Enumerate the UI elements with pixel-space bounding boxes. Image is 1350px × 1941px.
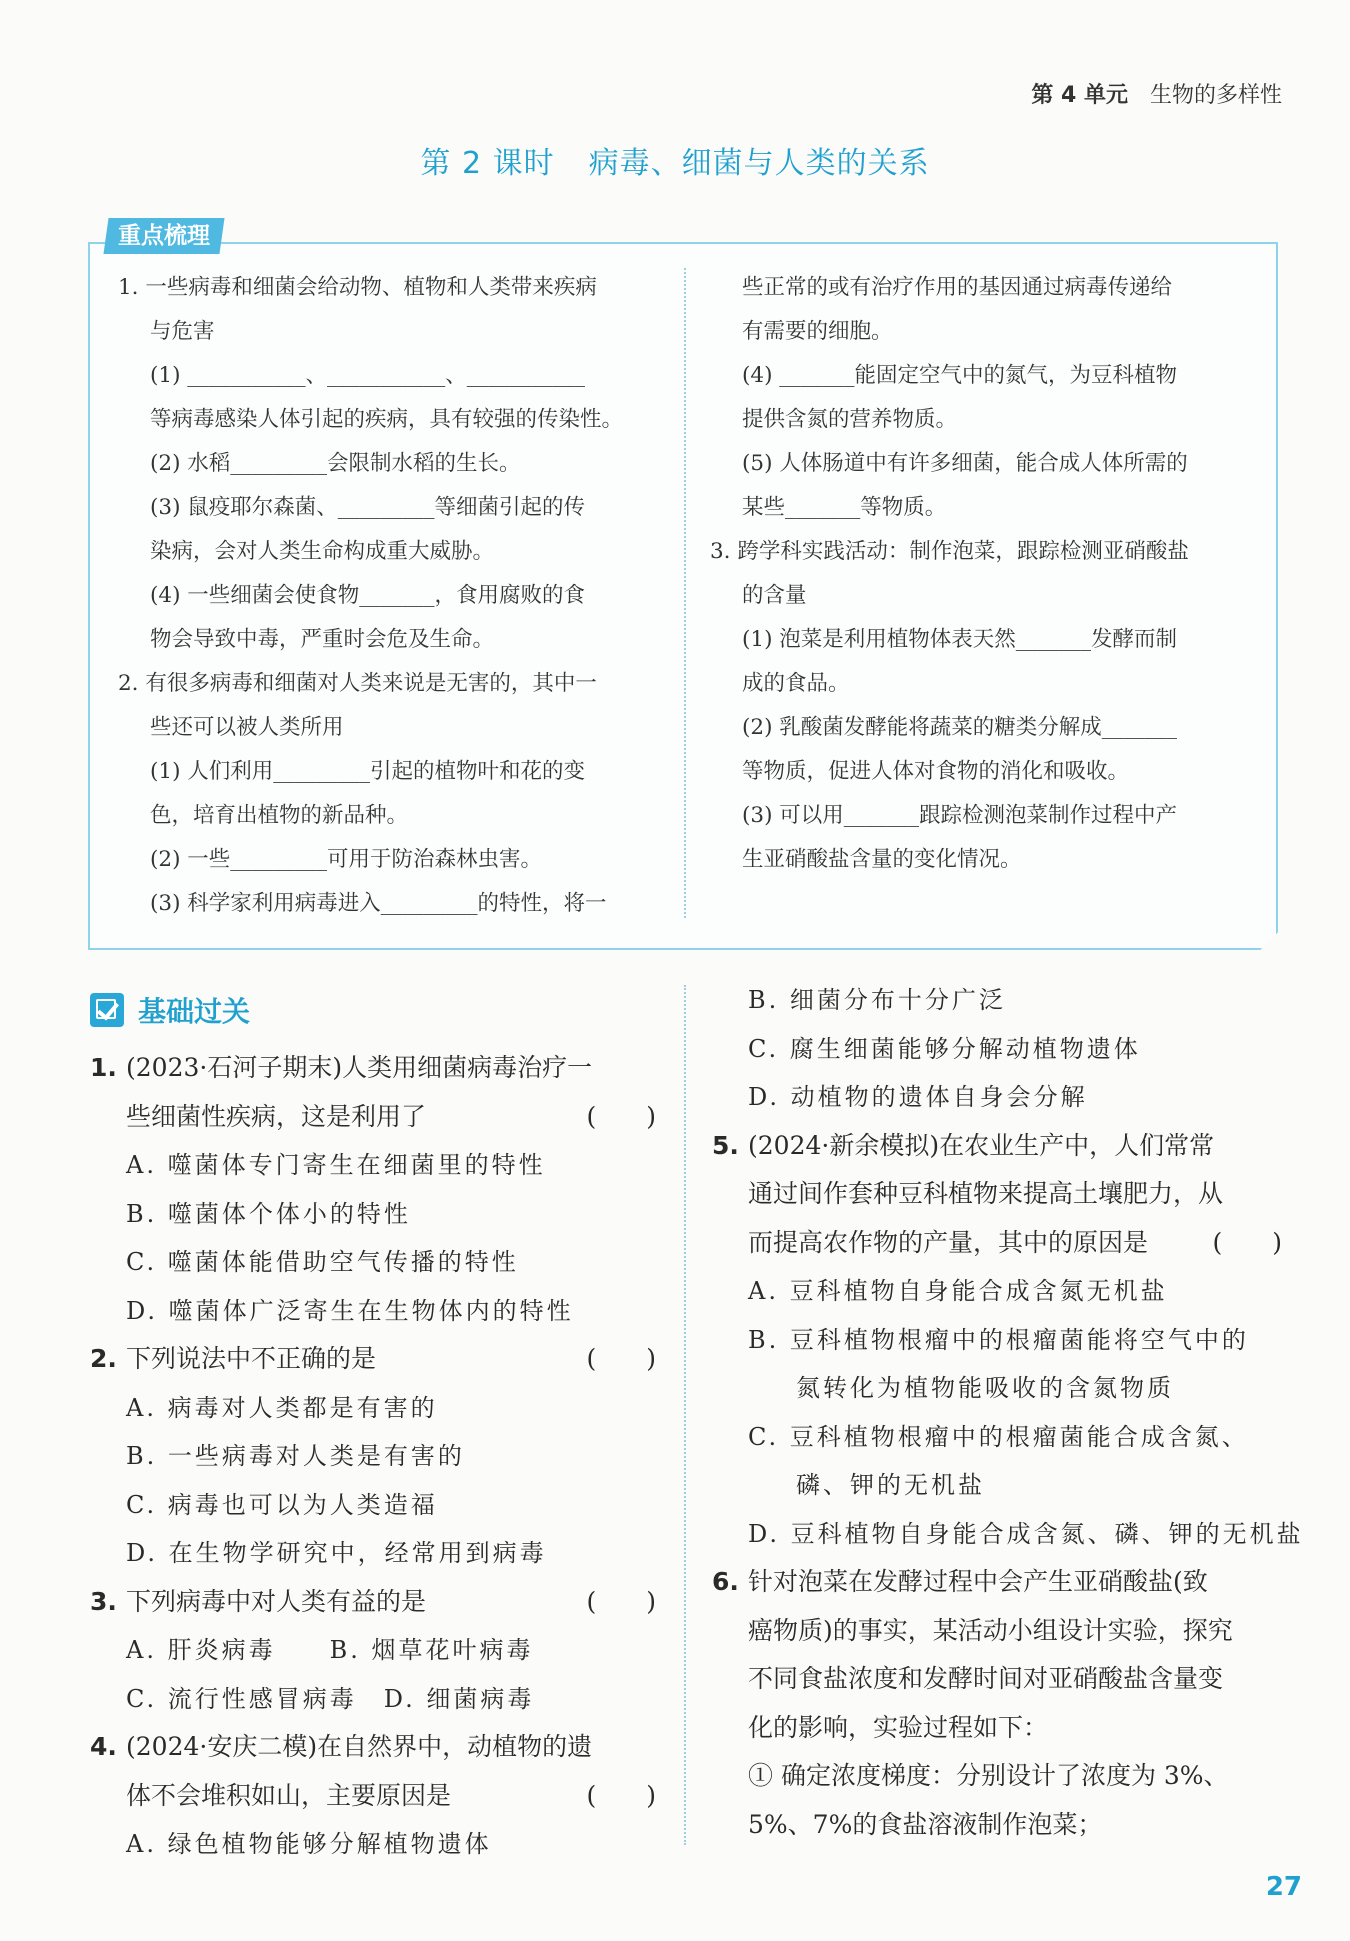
option-text: D. 噬菌体广泛寄生在生物体内的特性 (126, 1296, 574, 1325)
question-text-line (90, 1772, 656, 1821)
review-line: 物会导致中毒，严重时会危及生命。 (150, 627, 495, 652)
review-right-column (710, 266, 1260, 882)
review-line: 染病，会对人类生命构成重大威胁。 (150, 539, 495, 564)
option-text: C. 豆科植物根瘤中的根瘤菌能合成含氮、 (748, 1422, 1249, 1451)
review-line: (4) 一些细菌会使食物_______，食用腐败的食 (150, 583, 586, 608)
answer-option (90, 1238, 656, 1287)
answer-option (712, 1267, 1282, 1316)
question-text: 不同食盐浓度和发酵时间对亚硝酸盐含量变 (748, 1664, 1224, 1693)
review-line: (4) _______能固定空气中的氮气，为豆科植物 (742, 363, 1178, 388)
option-text: D. 在生物学研究中，经常用到病毒 (126, 1539, 547, 1567)
option-text: D. 豆科植物自身能合成含氮、磷、钾的无机盐 (748, 1519, 1304, 1548)
option-text: B. 噬菌体个体小的特性 (126, 1199, 411, 1228)
review-line: (2) 乳酸菌发酵能将蔬菜的糖类分解成_______ (742, 715, 1178, 740)
review-line: (5) 人体肠道中有许多细菌，能合成人体所需的 (742, 451, 1188, 476)
question-text: 化的影响，实验过程如下： (748, 1712, 1049, 1742)
question-text: 通过间作套种豆科植物来提高土壤肥力，从 (748, 1179, 1224, 1208)
lesson-number: 第 2 课时 (420, 146, 555, 181)
question-stem (90, 1044, 656, 1093)
option-text: C. 腐生细菌能够分解动植物遗体 (748, 1034, 1141, 1063)
question-number: 6. (712, 1567, 739, 1596)
unit-header (1031, 78, 1282, 109)
question-text: 针对泡菜在发酵过程中会产生亚硝酸盐(致 (748, 1567, 1208, 1596)
review-line: 些还可以被人类所用 (150, 715, 344, 740)
question-text: 下列说法中不正确的是 (126, 1344, 377, 1373)
question-text: 5%、7%的食盐溶液制作泡菜； (748, 1809, 1103, 1839)
question-stem (90, 1578, 656, 1627)
questions-right-column (712, 976, 1304, 1849)
answer-option (712, 1510, 1304, 1559)
questions-column-divider (684, 985, 686, 1845)
review-line: 某些_______等物质。 (742, 495, 947, 520)
question-text-line (90, 1093, 656, 1142)
review-line: 1. 一些病毒和细菌会给动物、植物和人类带来疾病 (118, 275, 597, 300)
option-text: A. 肝炎病毒 B. 烟草花叶病毒 (126, 1636, 534, 1664)
unit-topic: 生物的多样性 (1149, 83, 1282, 108)
question-text: 些细菌性疾病，这是利用了 (126, 1101, 427, 1131)
option-text: 氮转化为植物能吸收的含氮物质 (796, 1374, 1174, 1402)
question-text-line (712, 1655, 1282, 1704)
review-line: 等病毒感染人体引起的疾病，具有较强的传染性。 (150, 407, 624, 432)
questions-left-column (90, 1044, 656, 1869)
section-heading (90, 990, 250, 1030)
review-line: 有需要的细胞。 (742, 319, 893, 344)
key-points-tag: 重点梳理 (103, 218, 224, 254)
answer-option (712, 1364, 1282, 1413)
option-text: A. 病毒对人类都是有害的 (126, 1393, 438, 1422)
review-line: 成的食品。 (742, 671, 850, 696)
question-text-line (712, 1170, 1282, 1219)
unit-number: 第 4 单元 (1031, 83, 1128, 108)
option-text: C. 噬菌体能借助空气传播的特性 (126, 1248, 519, 1276)
question-text: (2024·新余模拟)在农业生产中，人们常常 (748, 1130, 1215, 1160)
option-text: A. 噬菌体专门寄生在细菌里的特性 (126, 1151, 546, 1179)
question-number: 5. (712, 1130, 739, 1160)
question-text-line (712, 1607, 1282, 1656)
review-line: 色，培育出植物的新品种。 (150, 803, 409, 828)
question-text: 体不会堆积如山，主要原因是 (126, 1780, 452, 1810)
question-stem (90, 1723, 656, 1772)
option-text: A. 豆科植物自身能合成含氮无机盐 (748, 1277, 1168, 1305)
answer-option (90, 1481, 656, 1530)
answer-option (90, 1384, 656, 1433)
question-stem (712, 1558, 1282, 1607)
review-line: 等物质，促进人体对食物的消化和吸收。 (742, 759, 1130, 784)
answer-parentheses: ( ) (586, 1344, 656, 1373)
answer-parentheses: ( ) (586, 1101, 656, 1131)
answer-option (712, 976, 1282, 1025)
answer-option (90, 1529, 656, 1578)
answer-parentheses: ( ) (586, 1586, 656, 1616)
option-text: D. 动植物的遗体自身会分解 (748, 1083, 1088, 1111)
answer-option (712, 1413, 1282, 1462)
review-line: (2) 一些_________可用于防治森林虫害。 (150, 847, 543, 872)
section-title: 基础过关 (138, 995, 251, 1028)
question-stem (90, 1335, 656, 1384)
review-line: 与危害 (150, 319, 215, 344)
review-line: (2) 水稻_________会限制水稻的生长。 (150, 451, 521, 476)
question-text: 下列病毒中对人类有益的是 (126, 1586, 427, 1616)
question-text-line (712, 1219, 1282, 1268)
answer-parentheses: ( ) (586, 1780, 656, 1810)
checkbox-icon (90, 993, 124, 1027)
option-text: B. 豆科植物根瘤中的根瘤菌能将空气中的 (748, 1325, 1249, 1354)
answer-option (90, 1287, 656, 1336)
lesson-title (0, 138, 1350, 182)
question-text: (2023·石河子期末)人类用细菌病毒治疗一 (126, 1053, 593, 1082)
review-line: 2. 有很多病毒和细菌对人类来说是无害的，其中一 (118, 671, 597, 696)
review-line: (3) 科学家利用病毒进入_________的特性，将一 (150, 891, 607, 916)
question-text-line (712, 1704, 1282, 1753)
question-text-line (712, 1801, 1282, 1850)
option-text: 磷、钾的无机盐 (796, 1471, 985, 1499)
option-text: B. 细菌分布十分广泛 (748, 986, 1006, 1014)
review-line: 生亚硝酸盐含量的变化情况。 (742, 847, 1022, 872)
question-number: 2. (90, 1344, 117, 1373)
answer-parentheses: ( ) (1212, 1227, 1282, 1257)
review-column-divider (684, 268, 686, 918)
answer-option (90, 1820, 656, 1869)
answer-option (90, 1432, 656, 1481)
question-text-line (712, 1752, 1282, 1801)
review-line: 3. 跨学科实践活动：制作泡菜，跟踪检测亚硝酸盐 (710, 539, 1189, 564)
answer-option (712, 1461, 1282, 1510)
option-text: C. 病毒也可以为人类造福 (126, 1490, 438, 1519)
answer-option (90, 1190, 656, 1239)
review-line: (1) 人们利用_________引起的植物叶和花的变 (150, 759, 586, 784)
option-text: C. 流行性感冒病毒 D. 细菌病毒 (126, 1684, 535, 1713)
answer-option (712, 1025, 1282, 1074)
answer-option (712, 1073, 1282, 1122)
review-line: (1) ___________、___________、___________ (150, 363, 586, 388)
question-text: 癌物质)的事实，某活动小组设计实验，探究 (748, 1615, 1233, 1645)
answer-option (90, 1141, 656, 1190)
answer-option (90, 1675, 656, 1724)
question-text: (2024·安庆二模)在自然界中，动植物的遗 (126, 1732, 593, 1761)
question-stem (712, 1122, 1282, 1171)
review-line: 提供含氮的营养物质。 (742, 407, 958, 432)
question-text: 而提高农作物的产量，其中的原因是 (748, 1227, 1149, 1257)
page-number: 27 (1265, 1872, 1302, 1902)
question-number: 3. (90, 1586, 117, 1616)
review-line: (3) 可以用_______跟踪检测泡菜制作过程中产 (742, 803, 1178, 828)
question-number: 4. (90, 1732, 117, 1761)
review-line: 些正常的或有治疗作用的基因通过病毒传递给 (742, 275, 1173, 300)
option-text: A. 绿色植物能够分解植物遗体 (126, 1830, 492, 1858)
option-text: B. 一些病毒对人类是有害的 (126, 1442, 465, 1470)
review-line: (1) 泡菜是利用植物体表天然_______发酵而制 (742, 627, 1178, 652)
answer-option (712, 1316, 1282, 1365)
question-number: 1. (90, 1053, 117, 1082)
review-line: 的含量 (742, 583, 807, 608)
lesson-name: 病毒、细菌与人类的关系 (588, 146, 930, 181)
review-left-column (118, 266, 666, 926)
question-text: ① 确定浓度梯度：分别设计了浓度为 3%、 (748, 1761, 1229, 1790)
review-line: (3) 鼠疫耶尔森菌、_________等细菌引起的传 (150, 495, 586, 520)
answer-option (90, 1626, 656, 1675)
